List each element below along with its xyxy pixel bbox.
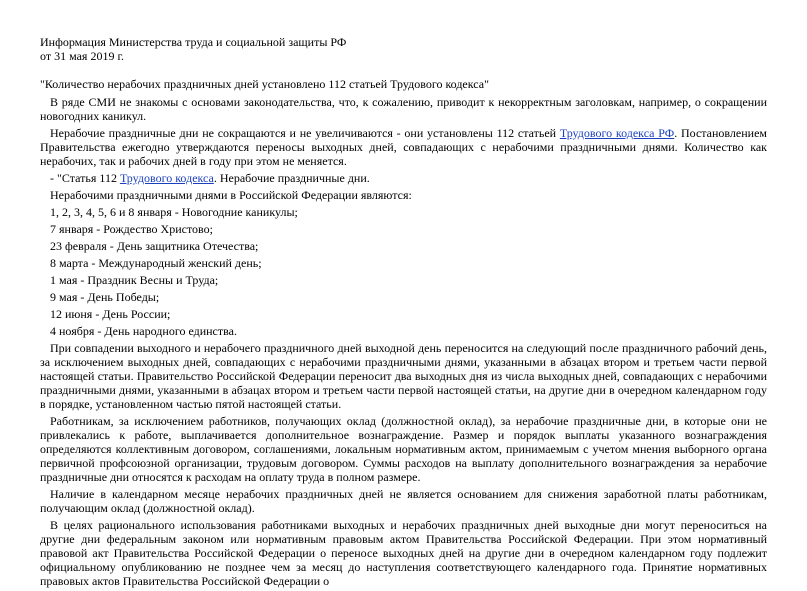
article-112-heading <box>40 171 767 185</box>
paragraph-text: . Нерабочие праздничные дни. <box>213 171 370 185</box>
holiday-item-unity-day: 4 ноября - День народного единства. <box>50 324 237 338</box>
paragraph-salary: Наличие в календарном месяце нерабочих праздничных дней не является основанием для снижения заработной платы работникам, получающим оклад (должностной оклад). <box>40 487 767 515</box>
header-line-ministry: Информация Министерства труда и социальной защиты РФ <box>40 35 347 49</box>
document-title: "Количество нерабочих праздничных дней установлено 112 статьей Трудового кодекса" <box>40 77 489 91</box>
holiday-item-womens-day: 8 марта - Международный женский день; <box>50 256 262 270</box>
holiday-item-russia-day: 12 июня - День России; <box>50 307 171 321</box>
paragraph-not-reduced <box>40 126 767 168</box>
labor-code-link[interactable]: Трудового кодекса РФ <box>559 126 675 140</box>
holiday-item-new-year: 1, 2, 3, 4, 5, 6 и 8 января - Новогодние каникулы; <box>50 205 298 219</box>
header-line-date: от 31 мая 2019 г. <box>40 49 125 63</box>
holiday-item-spring-labor: 1 мая - Праздник Весны и Труда; <box>50 273 219 287</box>
paragraph-rational-use: В целях рационального использования работниками выходных и нерабочих праздничных дней выходные дни могут переноситься на другие дни федеральным законом или нормативным правовым актом Правительства Российской Федерации. При этом нормативный правовой акт Правительства Российской Федерации о переносе выходных дней на другие дни в очередном календарном году подлежит официальному опубликованию не позднее чем за месяц до наступления соответствующего календарного года. Принятие нормативных правовых актов Правительства Российской Федерации о <box>40 518 767 588</box>
holiday-list-intro: Нерабочими праздничными днями в Российской Федерации являются: <box>50 188 412 202</box>
document-page <box>40 35 767 591</box>
paragraph-weekend-transfer: При совпадении выходного и нерабочего праздничного дней выходной день переносится на следующий после праздничного рабочий день, за исключением выходных дней, совпадающих с нерабочими праздничными днями, указанными в абзацах втором и третьем части первой настоящей статьи. Правительство Российской Федерации переносит два выходных дня из числа выходных дней, совпадающих с нерабочими праздничными днями, указанными в абзацах втором и третьем части первой настоящей статьи, на другие дни в очередном календарном году в порядке, установленном частью пятой настоящей статьи. <box>40 341 767 411</box>
holiday-item-defender-day: 23 февраля - День защитника Отечества; <box>50 239 259 253</box>
labor-code-link-article[interactable]: Трудового кодекса <box>119 171 214 185</box>
paragraph-intro: В ряде СМИ не знакомы с основами законодательства, что, к сожалению, приводит к некорректным заголовкам, например, о сокращении новогодних каникул. <box>40 95 767 123</box>
paragraph-text: - "Статья 112 <box>50 171 120 185</box>
paragraph-text: Нерабочие праздничные дни не сокращаются и не увеличиваются - они установлены 112 статьей <box>50 126 560 140</box>
holiday-item-victory-day: 9 мая - День Победы; <box>50 290 160 304</box>
paragraph-additional-pay: Работникам, за исключением работников, получающих оклад (должностной оклад), за нерабочие праздничные дни, в которые они не привлекались к работе, выплачивается дополнительное вознаграждение. Размер и порядок выплаты указанного вознаграждения определяются коллективным договором, соглашениями, локальным нормативным актом, принимаемым с учетом мнения выборного органа первичной профсоюзной организации, трудовым договором. Суммы расходов на выплату дополнительного вознаграждения за нерабочие праздничные дни относятся к расходам на оплату труда в полном размере. <box>40 414 767 484</box>
holiday-item-christmas: 7 января - Рождество Христово; <box>50 222 213 236</box>
paragraph-text: . Постановлением Правительства ежегодно утверждаются переносы выходных дней, совпадающих с нерабочими праздничными днями. Количество как нерабочих, так и рабочих дней в году при этом не меняется. <box>40 126 768 168</box>
